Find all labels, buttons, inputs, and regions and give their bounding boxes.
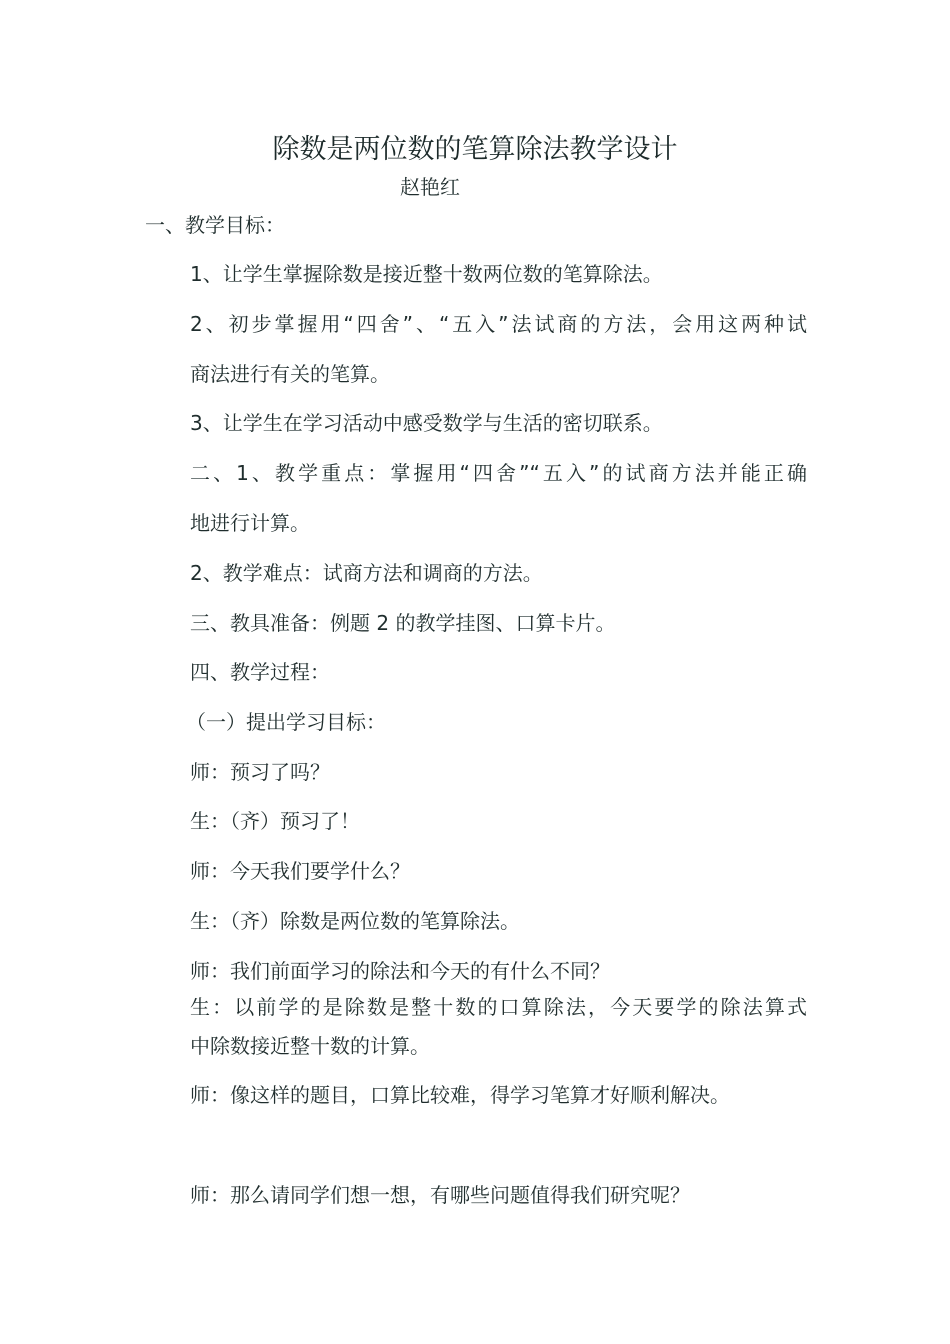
- text-line: 生：以前学的是除数是整十数的口算除法，今天要学的除法算式: [190, 995, 807, 1019]
- text-line: （一）提出学习目标：: [186, 710, 386, 734]
- text-line: 一、教学目标：: [145, 213, 285, 237]
- text-line: 师：预习了吗？: [190, 760, 330, 784]
- document-author: 赵艳红: [400, 175, 460, 199]
- text-line: 1、让学生掌握除数是接近整十数两位数的笔算除法。: [190, 262, 663, 286]
- text-line: 地进行计算。: [190, 511, 310, 535]
- text-line: 3、让学生在学习活动中感受数学与生活的密切联系。: [190, 411, 663, 435]
- text-line: 2、初步掌握用“四舍”、“五入”法试商的方法，会用这两种试: [190, 312, 807, 336]
- text-line: 商法进行有关的笔算。: [190, 362, 390, 386]
- text-line: 师：我们前面学习的除法和今天的有什么不同？: [190, 959, 610, 983]
- text-line: 师：那么请同学们想一想，有哪些问题值得我们研究呢？: [190, 1183, 690, 1207]
- text-line: 二、1、教学重点：掌握用“四舍”“五入”的试商方法并能正确: [190, 461, 807, 485]
- text-line: 生：（齐）预习了！: [190, 809, 360, 833]
- text-line: 师：今天我们要学什么？: [190, 859, 410, 883]
- text-line: 中除数接近整十数的计算。: [190, 1034, 430, 1058]
- text-line: 师：像这样的题目，口算比较难，得学习笔算才好顺利解决。: [190, 1083, 730, 1107]
- text-line: 四、教学过程：: [190, 660, 330, 684]
- text-line: 2、教学难点：试商方法和调商的方法。: [190, 561, 543, 585]
- document-title: 除数是两位数的笔算除法教学设计: [272, 134, 678, 165]
- text-line: 生：（齐）除数是两位数的笔算除法。: [190, 909, 520, 933]
- text-line: 三、教具准备：例题 2 的教学挂图、口算卡片。: [190, 611, 616, 635]
